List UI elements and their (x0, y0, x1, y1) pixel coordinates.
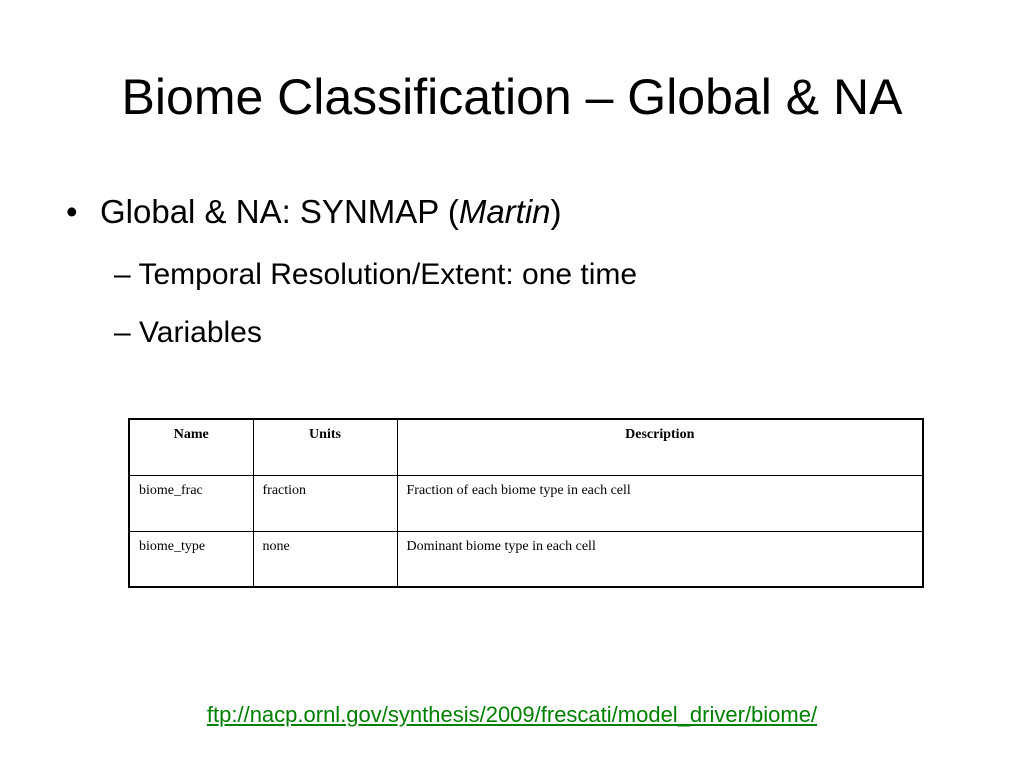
sub-bullet-temporal: – Temporal Resolution/Extent: one time (114, 258, 638, 291)
cell-name: biome_type (129, 531, 253, 587)
sub-bullet-variables: – Variables (114, 316, 262, 349)
ftp-link[interactable]: ftp://nacp.ornl.gov/synthesis/2009/frescati/model_driver/biome/ (206, 702, 818, 727)
header-units: Units (253, 419, 397, 475)
header-name: Name (129, 419, 253, 475)
bullet-marker: • (66, 193, 78, 230)
bullet-text-before: Global & NA: SYNMAP ( (100, 193, 459, 230)
bullet-global-na (66, 188, 562, 236)
bullet-text-italic: Martin (458, 193, 551, 230)
table-row (129, 531, 923, 587)
table-row (129, 475, 923, 531)
header-description: Description (397, 419, 923, 475)
slide-title: Biome Classification – Global & NA (121, 69, 903, 125)
variables-table (128, 418, 924, 588)
table-header-row (129, 419, 923, 475)
bullet-text-after: ) (550, 193, 562, 230)
cell-description: Dominant biome type in each cell (397, 531, 923, 587)
cell-description: Fraction of each biome type in each cell (397, 475, 923, 531)
cell-units: none (253, 531, 397, 587)
cell-units: fraction (253, 475, 397, 531)
cell-name: biome_frac (129, 475, 253, 531)
